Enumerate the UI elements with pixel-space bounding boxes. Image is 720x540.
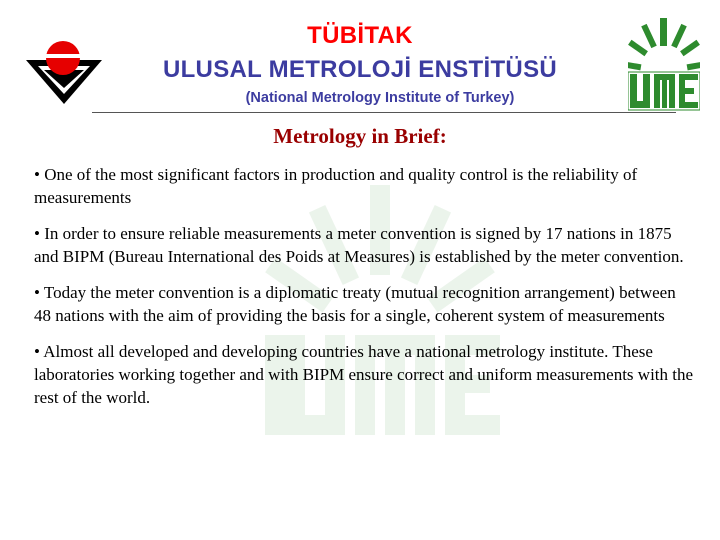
institute-name: ULUSAL METROLOJİ ENSTİTÜSÜ xyxy=(162,56,558,83)
header-divider xyxy=(92,112,676,113)
bullet-item: • In order to ensure reliable measurements a meter convention is signed by 17 nations in 1875 and BIPM (Bureau International des Poids at Measures) is established by the meter convention. xyxy=(34,224,684,266)
section-heading: Metrology in Brief: xyxy=(273,124,447,148)
bullet-item: • Almost all developed and developing countries have a national metrology institute. These laboratories working together and with BIPM ensure correct and uniform measurements with the rest of the world. xyxy=(34,342,694,407)
bullet-item: • Today the meter convention is a diplomatic treaty (mutual recognition arrangement) between 48 nations with the aim of providing the basis for a single, coherent system of measurements xyxy=(34,283,676,325)
bullet-item: • One of the most significant factors in production and quality control is the reliability of measurements xyxy=(34,165,638,207)
tubitak-logo-icon xyxy=(22,30,106,114)
institute-english-name: (National Metrology Institute of Turkey) xyxy=(245,90,515,106)
org-name: TÜBİTAK xyxy=(307,22,413,49)
bullet-list xyxy=(34,163,694,422)
